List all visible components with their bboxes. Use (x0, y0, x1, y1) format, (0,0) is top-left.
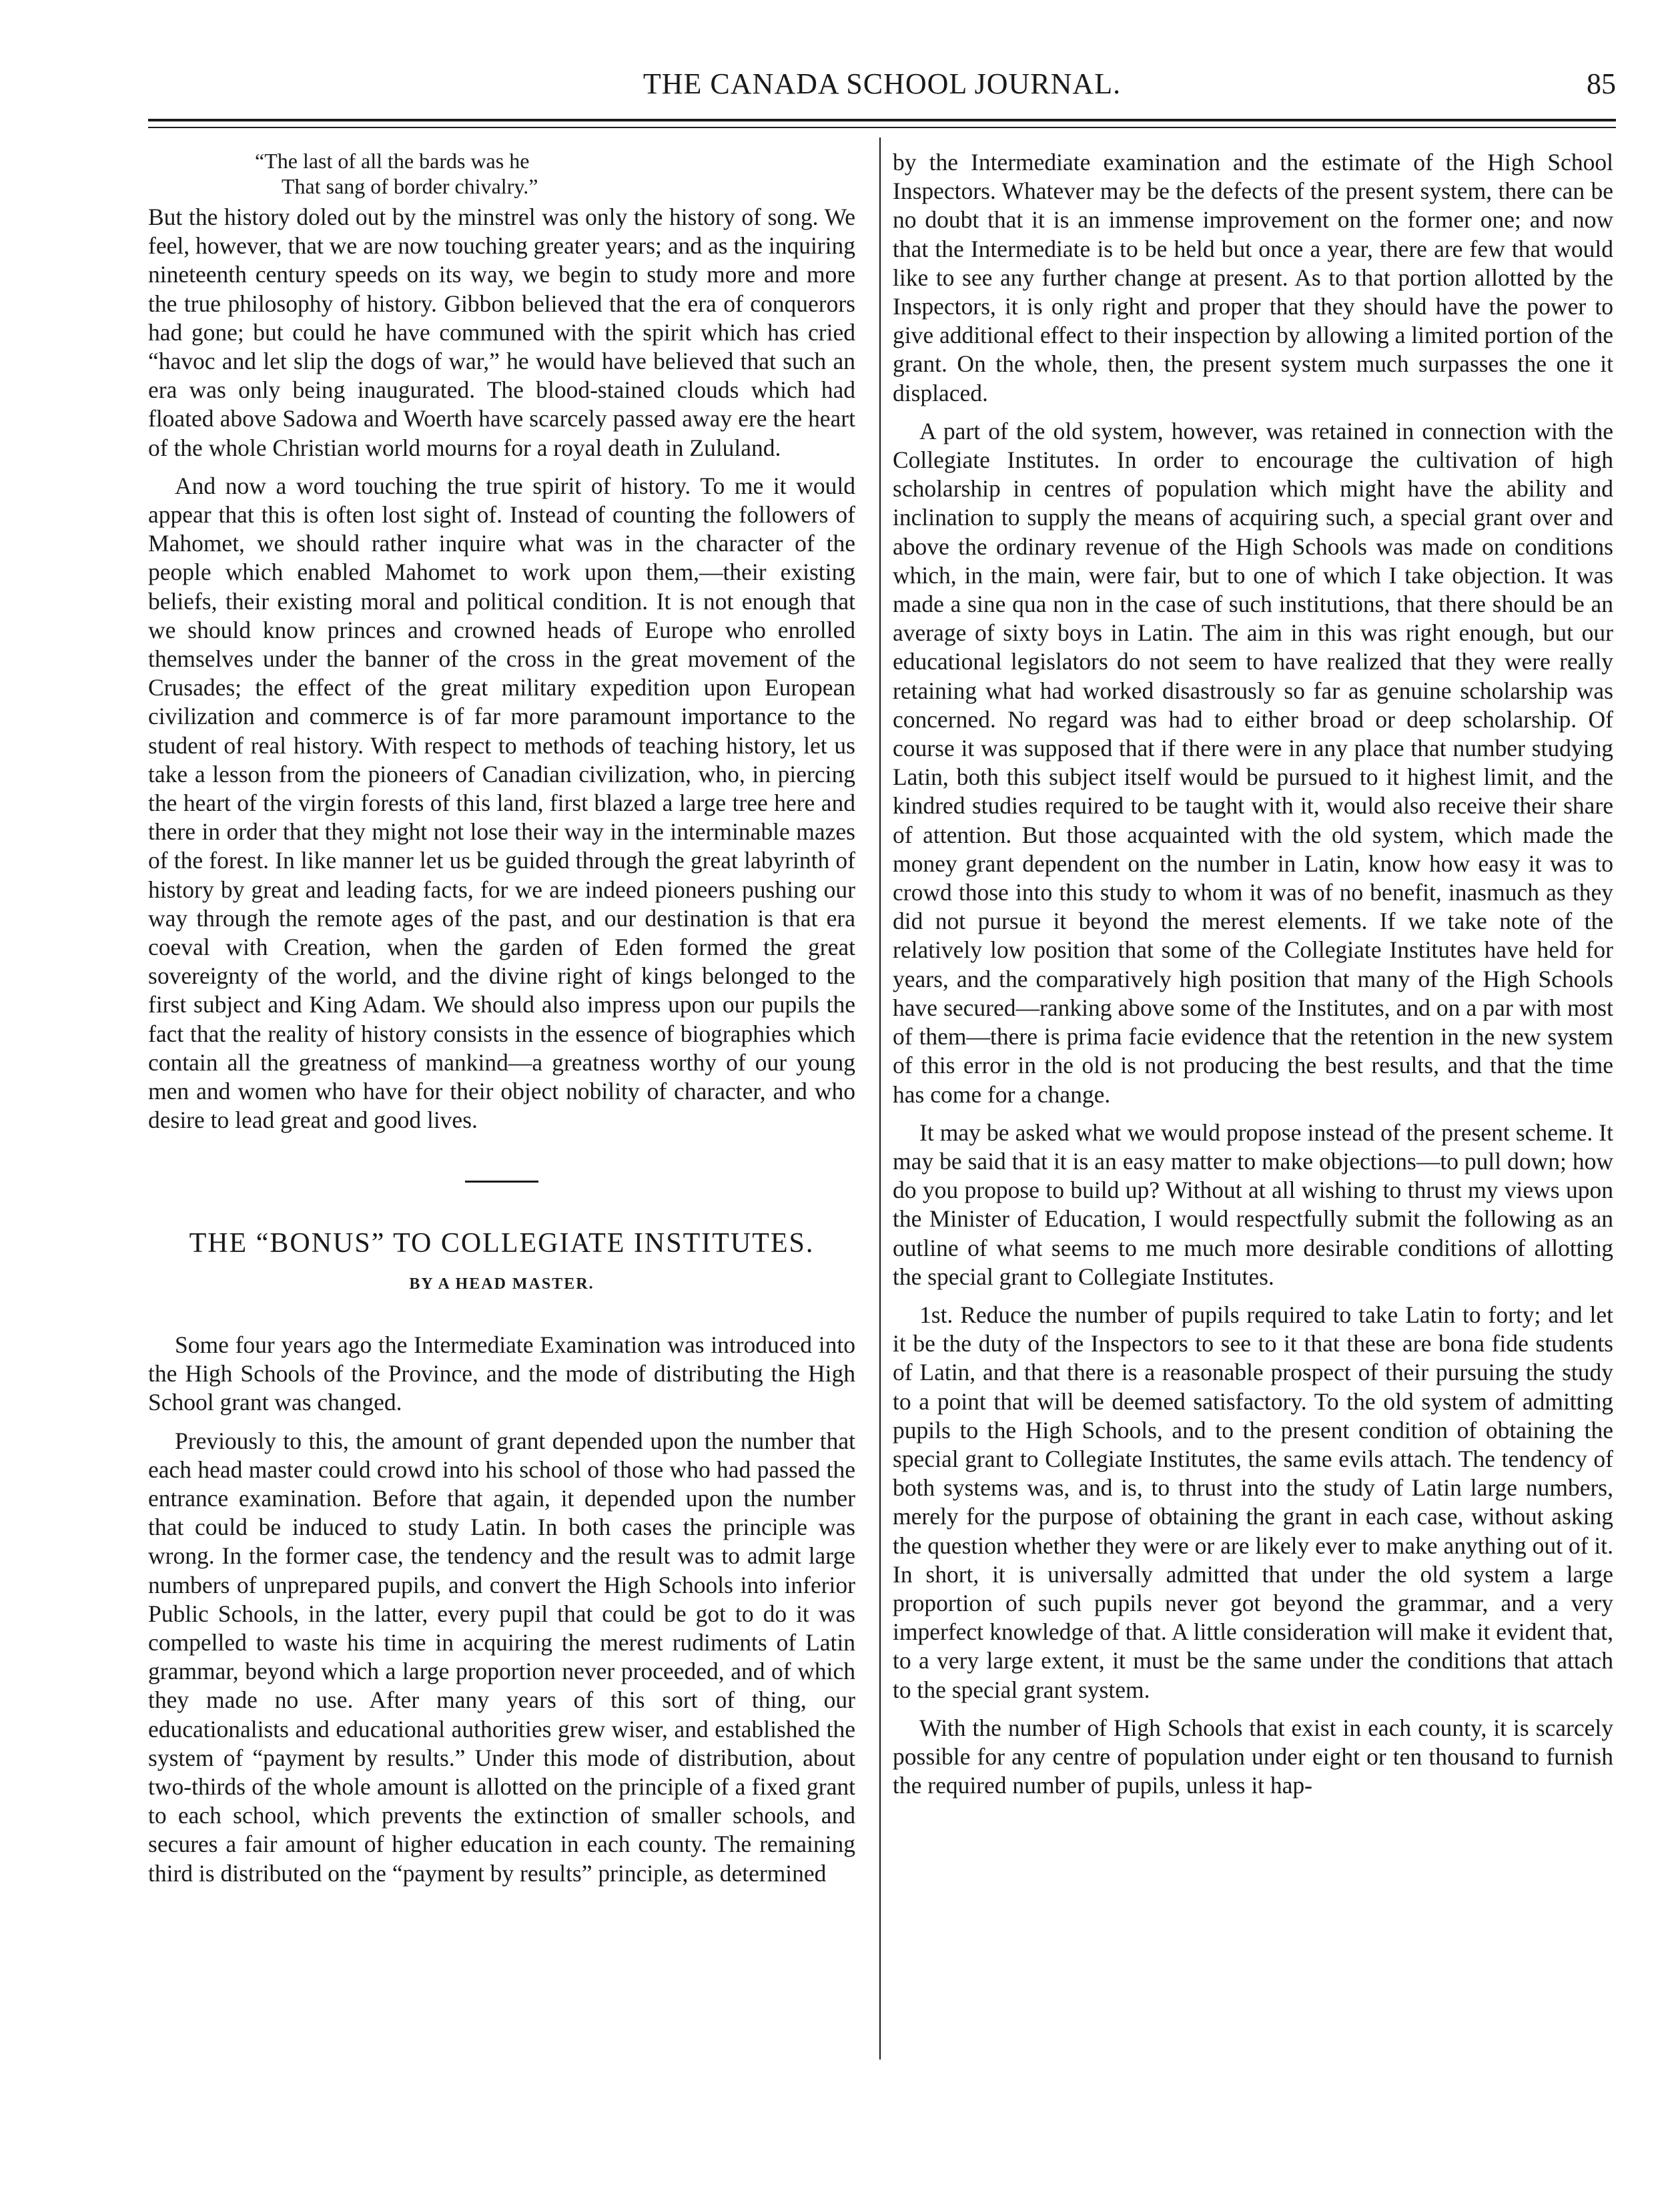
page-number: 85 (1587, 67, 1616, 100)
verse-quotation (148, 148, 855, 199)
page-header (148, 64, 1616, 104)
paragraph: Previously to this, the amount of grant depended upon the number that each head master could crowd into his school of those who had passed the entrance examination. Before that again, it depended upon the number that could be induced to study Latin. In both cases the principle was wrong. In the former case, the tendency and the result was to admit large numbers of unprepared pupils, and convert the High Schools into inferior Public Schools, in the latter, every pupil that could be got to do it was compelled to waste his time in acquiring the merest rudiments of Latin grammar, beyond which a large proportion never proceeded, and of which they made no use. After many years of this sort of thing, our educationalists and educational authorities grew wiser, and established the system of “payment by results.” Under this mode of distribution, about two-thirds of the whole amount is allotted on the principle of a fixed grant to each school, which prevents the extinction of smaller schools, and secures a fair amount of higher education in each county. The remaining third is distributed on the “payment by results” principle, as determined (148, 1427, 855, 1887)
paragraph: With the number of High Schools that exist in each county, it is scarcely possible for any centre of population under eight or ten thousand to furnish the required number of pupils, unless it hap- (893, 1714, 1613, 1799)
paragraph: But the history doled out by the minstrel was only the history of song. We feel, however, that we are now touching greater years; and as the inquiring nineteenth century speeds on its way, we begin to study more and more the true philosophy of history. Gibbon believed that the era of conquerors had gone; but could he have communed with the spirit which has cried “havoc and let slip the dogs of war,” he would have believed that such an era was only being inaugurated. The blood-stained clouds which had floated above Sadowa and Woerth have scarcely passed away ere the heart of the whole Christian world mourns for a royal death in Zululand. (148, 204, 855, 461)
verse-line: “The last of all the bards was he (255, 149, 530, 173)
paragraph: Some four years ago the Intermediate Examination was introduced into the High Schools of the Province, and the mode of distributing the High School grant was changed. (148, 1331, 855, 1416)
paragraph: And now a word touching the true spirit of history. To me it would appear that this is often lost sight of. Instead of counting the followers of Mahomet, we should rather inquire what was in the character of the people which enabled Mahomet to work upon them,—their existing beliefs, their existing moral and political condition. It is not enough that we should know princes and crowned heads of Europe who enrolled themselves under the banner of the cross in the great movement of the Crusades; the effect of the great military expedition upon European civilization and commerce is of far more paramount importance to the student of real history. With respect to methods of teaching history, let us take a lesson from the pioneers of Canadian civilization, who, in piercing the heart of the virgin forests of this land, first blazed a large tree here and there in order that they might not lose their way in the interminable mazes of the forest. In like manner let us be guided through the great labyrinth of history by great and leading facts, for we are indeed pioneers pushing our way through the remote ages of the past, and our destination is that era coeval with Creation, when the garden of Eden formed the great sovereignty of the world, and the divine right of kings belonged to the first subject and King Adam. We should also impress upon our pupils the fact that the reality of history consists in the essence of biographies which contain all the greatness of mankind—a greatness worthy of our young men and women who have for their object nobility of character, and who desire to lead great and good lives. (148, 472, 855, 1134)
running-title: THE CANADA SCHOOL JOURNAL. (643, 67, 1122, 100)
paragraph: by the Intermediate examination and the estimate of the High School Inspectors. Whatever may be the defects of the present system, there can be no doubt that it is an immense improvement on the former one; and now that the Intermediate is to be held but once a year, there are few that would like to see any further change at present. As to that portion allotted by the Inspectors, it is only right and proper that they should have the power to give additional effect to their inspection by allowing a limited portion of the grant. On the whole, then, the present system much surpasses the one it displaced. (893, 149, 1613, 406)
paragraph: It may be asked what we would propose instead of the present scheme. It may be said that it is an easy matter to make objections—to pull down; how do you propose to build up? Without at all wishing to thrust my views upon the Minister of Education, I would respectfully submit the following as an outline of what seems to me much more desirable conditions of allotting the special grant to Collegiate Institutes. (893, 1119, 1613, 1290)
right-column (893, 148, 1613, 1800)
column-divider (879, 137, 881, 2060)
left-column (148, 148, 855, 1888)
paragraph: 1st. Reduce the number of pupils required to take Latin to forty; and let it be the duty of the Inspectors to see to it that these are bona fide students of Latin, and that there is a reasonable prospect of their pursuing the study to a point that will be deemed satisfactory. To the old system of admitting pupils to the High Schools, and to the present condition of obtaining the special grant to Collegiate Institutes, the same evils attach. The tendency of both systems was, and is, to thrust into the study of Latin large numbers, merely for the purpose of obtaining the grant in each case, without asking the question whether they were or are likely ever to make anything out of it. In short, it is universally admitted that under the old system a large proportion of such pupils never got beyond the grammar, and a very imperfect knowledge of that. A little consideration will make it evident that, to a very large extent, it must be the same under the conditions that attach to the special grant system. (893, 1301, 1613, 1703)
article-title: THE “BONUS” TO COLLEGIATE INSTITUTES. (189, 1227, 815, 1259)
header-rule-thin (148, 127, 1616, 128)
paragraph: A part of the old system, however, was retained in connection with the Collegiate Institutes. In order to encourage the cultivation of high scholarship in centres of population which might have the ability and inclination to supply the means of acquiring such, a special grant over and above the ordinary revenue of the High Schools was made on conditions which, in the main, were fair, but to one of which I take objection. It was made a sine qua non in the case of such institutions, that there should be an average of sixty boys in Latin. The aim in this was right enough, but our educational legislators do not seem to have realized that they were really retaining what had worked disastrously so far as genuine scholarship was concerned. No regard was had to either broad or deep scholarship. Of course it was supposed that if there were in any place that number studying Latin, both this subject itself would be pursued to it highest limit, and the kindred studies required to be taught with it, would also receive their share of attention. But those acquainted with the old system, which made the money grant dependent on the number in Latin, know how easy it was to crowd those into this study to whom it was of no benefit, inasmuch as they did not pursue it beyond the merest elements. If we take note of the relatively low position that some of the Collegiate Institutes have held for years, and the comparatively high position that many of the High Schools have secured—ranking above some of the Institutes, and on a par with most of them—there is prima facie evidence that the retention in the new system of this error in the old is not producing the best results, and that the time has come for a change. (893, 417, 1613, 1108)
header-rule-thick (148, 119, 1616, 121)
section-separator (465, 1181, 538, 1183)
article-byline: BY A HEAD MASTER. (409, 1275, 594, 1293)
verse-line: That sang of border chivalry.” (282, 174, 538, 198)
